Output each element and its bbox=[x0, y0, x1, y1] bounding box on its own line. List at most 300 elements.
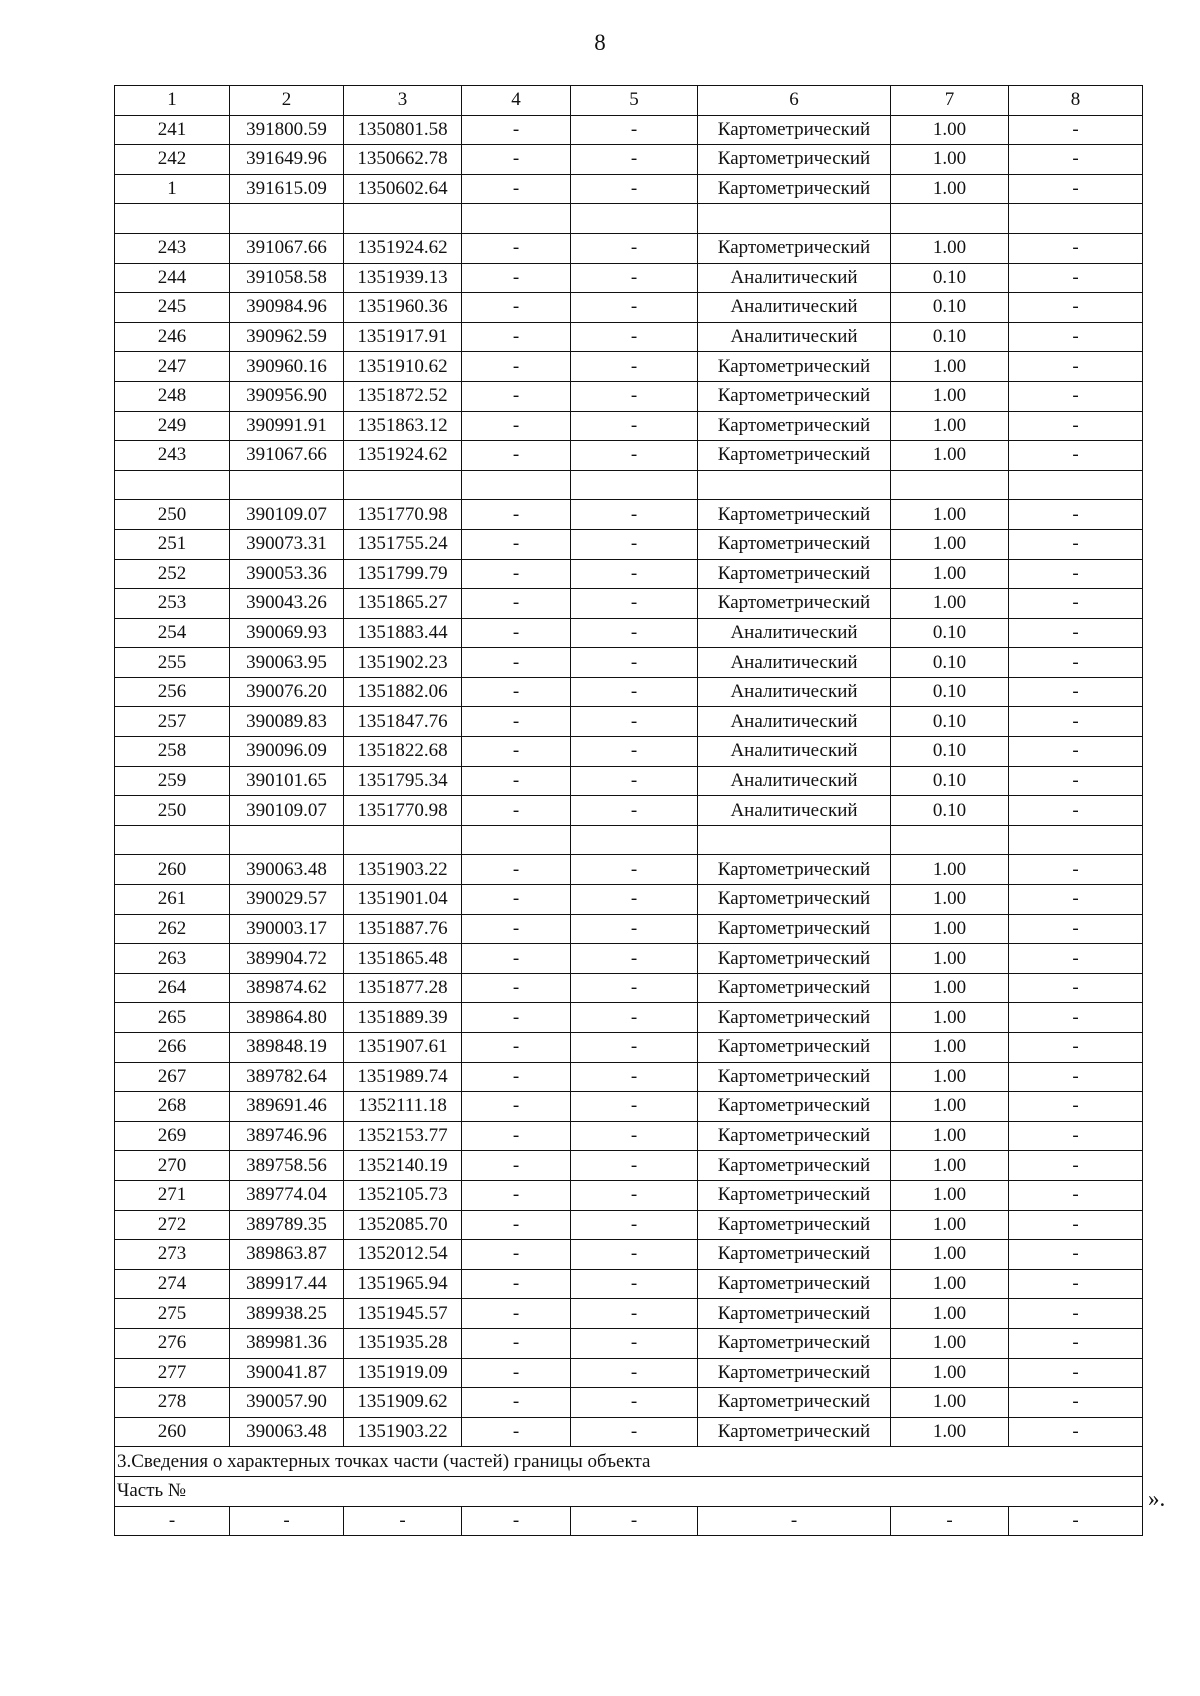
table-cell bbox=[698, 825, 891, 855]
table-row bbox=[115, 293, 1143, 323]
table-cell: - bbox=[462, 973, 571, 1003]
table-cell: 1.00 bbox=[891, 973, 1009, 1003]
table-cell: Аналитический bbox=[698, 648, 891, 678]
table-cell: 264 bbox=[115, 973, 230, 1003]
table-cell: 266 bbox=[115, 1033, 230, 1063]
table-cell: 274 bbox=[115, 1269, 230, 1299]
table-cell: 1.00 bbox=[891, 441, 1009, 471]
table-cell: - bbox=[571, 1417, 698, 1447]
table-cell: - bbox=[462, 944, 571, 974]
table-row bbox=[115, 1358, 1143, 1388]
table-cell: 1.00 bbox=[891, 944, 1009, 974]
table-cell: - bbox=[462, 1003, 571, 1033]
table-cell: 389981.36 bbox=[230, 1328, 344, 1358]
table-cell: - bbox=[344, 1506, 462, 1536]
table-cell: - bbox=[462, 263, 571, 293]
table-cell: 1351755.24 bbox=[344, 529, 462, 559]
table-cell: 390043.26 bbox=[230, 589, 344, 619]
table-cell: 1351822.68 bbox=[344, 737, 462, 767]
table-cell: 268 bbox=[115, 1092, 230, 1122]
table-cell: - bbox=[1009, 441, 1143, 471]
table-cell: - bbox=[571, 1033, 698, 1063]
table-cell: Аналитический bbox=[698, 293, 891, 323]
table-cell: Картометрический bbox=[698, 500, 891, 530]
table-cell: 389691.46 bbox=[230, 1092, 344, 1122]
table-cell: 1351902.23 bbox=[344, 648, 462, 678]
table-cell: 1351863.12 bbox=[344, 411, 462, 441]
table-cell: 390956.90 bbox=[230, 381, 344, 411]
table-cell: 391800.59 bbox=[230, 115, 344, 145]
table-row bbox=[115, 677, 1143, 707]
table-cell: 390063.48 bbox=[230, 855, 344, 885]
table-cell: 390991.91 bbox=[230, 411, 344, 441]
table-cell: - bbox=[571, 589, 698, 619]
table-cell: Аналитический bbox=[698, 322, 891, 352]
table-row bbox=[115, 352, 1143, 382]
table-cell: 0.10 bbox=[891, 293, 1009, 323]
table-cell: - bbox=[571, 1328, 698, 1358]
table-cell: 389774.04 bbox=[230, 1180, 344, 1210]
table-cell: Картометрический bbox=[698, 1210, 891, 1240]
table-cell: - bbox=[462, 1121, 571, 1151]
table-cell: - bbox=[462, 855, 571, 885]
table-cell: - bbox=[1009, 1003, 1143, 1033]
table-cell: 1350602.64 bbox=[344, 174, 462, 204]
table-cell: - bbox=[1009, 648, 1143, 678]
table-cell: 391058.58 bbox=[230, 263, 344, 293]
table-cell: 265 bbox=[115, 1003, 230, 1033]
table-cell: Картометрический bbox=[698, 233, 891, 263]
table-cell bbox=[462, 204, 571, 234]
table-cell: 1351903.22 bbox=[344, 855, 462, 885]
table-cell: 250 bbox=[115, 500, 230, 530]
table-cell: 1351965.94 bbox=[344, 1269, 462, 1299]
table-cell: - bbox=[230, 1506, 344, 1536]
table-cell: 270 bbox=[115, 1151, 230, 1181]
table-cell bbox=[115, 825, 230, 855]
table-cell: Картометрический bbox=[698, 145, 891, 175]
table-cell: 390984.96 bbox=[230, 293, 344, 323]
table-cell: 0.10 bbox=[891, 796, 1009, 826]
table-cell: Картометрический bbox=[698, 1269, 891, 1299]
table-row bbox=[115, 1092, 1143, 1122]
table-cell: 0.10 bbox=[891, 263, 1009, 293]
table-cell: Картометрический bbox=[698, 1121, 891, 1151]
table-cell: Картометрический bbox=[698, 1358, 891, 1388]
table-cell: - bbox=[571, 855, 698, 885]
table-cell: Аналитический bbox=[698, 618, 891, 648]
table-cell: - bbox=[1009, 885, 1143, 915]
table-cell: - bbox=[1009, 322, 1143, 352]
table-cell: - bbox=[462, 1033, 571, 1063]
table-cell: 390089.83 bbox=[230, 707, 344, 737]
table-cell: - bbox=[571, 1151, 698, 1181]
table-cell: - bbox=[462, 589, 571, 619]
table-cell: 389746.96 bbox=[230, 1121, 344, 1151]
table-cell: 1351889.39 bbox=[344, 1003, 462, 1033]
table-cell: - bbox=[462, 441, 571, 471]
table-cell: - bbox=[571, 529, 698, 559]
table-cell: 1.00 bbox=[891, 1003, 1009, 1033]
table-cell: 3 bbox=[344, 86, 462, 116]
table-row bbox=[115, 1328, 1143, 1358]
table-cell: 254 bbox=[115, 618, 230, 648]
table-cell: - bbox=[571, 115, 698, 145]
table-cell: 1.00 bbox=[891, 1417, 1009, 1447]
table-cell: 1352105.73 bbox=[344, 1180, 462, 1210]
table-cell: - bbox=[1009, 707, 1143, 737]
table-cell: 256 bbox=[115, 677, 230, 707]
table-cell: Картометрический bbox=[698, 115, 891, 145]
table-cell: - bbox=[1009, 1033, 1143, 1063]
table-cell: 390962.59 bbox=[230, 322, 344, 352]
table-cell: - bbox=[1009, 559, 1143, 589]
table-cell: 1351901.04 bbox=[344, 885, 462, 915]
table-cell bbox=[571, 470, 698, 500]
table-cell: 390029.57 bbox=[230, 885, 344, 915]
table-cell: - bbox=[462, 529, 571, 559]
table-cell: 0.10 bbox=[891, 618, 1009, 648]
table-cell: 1351883.44 bbox=[344, 618, 462, 648]
table-cell: 1.00 bbox=[891, 1033, 1009, 1063]
table-cell: 1 bbox=[115, 174, 230, 204]
table-cell: - bbox=[571, 914, 698, 944]
table-cell: - bbox=[571, 796, 698, 826]
table-cell: Аналитический bbox=[698, 263, 891, 293]
table-cell: - bbox=[462, 1299, 571, 1329]
table-cell: 243 bbox=[115, 441, 230, 471]
table-cell: 389938.25 bbox=[230, 1299, 344, 1329]
table-cell: Картометрический bbox=[698, 1388, 891, 1418]
table-cell: - bbox=[1009, 115, 1143, 145]
table-cell: 251 bbox=[115, 529, 230, 559]
table-row bbox=[115, 855, 1143, 885]
table-cell: - bbox=[1009, 1240, 1143, 1270]
table-cell: 390076.20 bbox=[230, 677, 344, 707]
table-cell: 1.00 bbox=[891, 529, 1009, 559]
table-cell: - bbox=[571, 944, 698, 974]
table-cell: 1.00 bbox=[891, 855, 1009, 885]
table-cell: Картометрический bbox=[698, 589, 891, 619]
table-cell: 389864.80 bbox=[230, 1003, 344, 1033]
table-cell bbox=[1009, 825, 1143, 855]
table-cell: - bbox=[1009, 1121, 1143, 1151]
table-cell: 278 bbox=[115, 1388, 230, 1418]
table-cell bbox=[891, 204, 1009, 234]
table-cell: - bbox=[571, 1062, 698, 1092]
table-cell: 389758.56 bbox=[230, 1151, 344, 1181]
table-cell: 242 bbox=[115, 145, 230, 175]
table-cell bbox=[344, 470, 462, 500]
table-cell: - bbox=[571, 648, 698, 678]
table-row bbox=[115, 174, 1143, 204]
table-cell: 1.00 bbox=[891, 1092, 1009, 1122]
table-cell: - bbox=[462, 1092, 571, 1122]
table-cell bbox=[230, 825, 344, 855]
table-cell bbox=[1009, 470, 1143, 500]
table-cell: 390960.16 bbox=[230, 352, 344, 382]
table-cell: - bbox=[571, 1240, 698, 1270]
table-cell: - bbox=[1009, 500, 1143, 530]
table-cell: 241 bbox=[115, 115, 230, 145]
table-cell: - bbox=[1009, 1328, 1143, 1358]
table-row bbox=[115, 737, 1143, 767]
table-cell: - bbox=[462, 293, 571, 323]
section-title-row bbox=[115, 1447, 1143, 1477]
table-cell: 8 bbox=[1009, 86, 1143, 116]
table-cell: - bbox=[571, 411, 698, 441]
table-cell: - bbox=[571, 1299, 698, 1329]
table-cell: - bbox=[1009, 1151, 1143, 1181]
table-cell: - bbox=[462, 885, 571, 915]
table-cell: 1.00 bbox=[891, 500, 1009, 530]
table-cell bbox=[462, 470, 571, 500]
table-cell: - bbox=[462, 1506, 571, 1536]
table-row bbox=[115, 559, 1143, 589]
table-cell: 390063.95 bbox=[230, 648, 344, 678]
table-cell: Картометрический bbox=[698, 352, 891, 382]
table-cell: Картометрический bbox=[698, 885, 891, 915]
table-cell: - bbox=[571, 885, 698, 915]
table-cell: - bbox=[571, 1180, 698, 1210]
table-cell: 262 bbox=[115, 914, 230, 944]
table-cell: 1351799.79 bbox=[344, 559, 462, 589]
table-cell: - bbox=[1009, 145, 1143, 175]
table-cell: 252 bbox=[115, 559, 230, 589]
table-cell: 390101.65 bbox=[230, 766, 344, 796]
table-cell: Картометрический bbox=[698, 529, 891, 559]
table-cell: - bbox=[462, 233, 571, 263]
table-cell: - bbox=[462, 115, 571, 145]
table-cell: - bbox=[462, 1062, 571, 1092]
table-cell: 1.00 bbox=[891, 145, 1009, 175]
table-cell: - bbox=[571, 1003, 698, 1033]
table-row bbox=[115, 796, 1143, 826]
table-cell: 1351887.76 bbox=[344, 914, 462, 944]
spacer-row bbox=[115, 470, 1143, 500]
table-cell: - bbox=[571, 766, 698, 796]
table-cell: 1 bbox=[115, 86, 230, 116]
table-cell: - bbox=[571, 1092, 698, 1122]
table-cell: Аналитический bbox=[698, 677, 891, 707]
table-cell: 1351872.52 bbox=[344, 381, 462, 411]
table-cell: Аналитический bbox=[698, 737, 891, 767]
table-cell: 1.00 bbox=[891, 1062, 1009, 1092]
table-cell: - bbox=[571, 381, 698, 411]
table-cell: 1.00 bbox=[891, 914, 1009, 944]
table-cell: - bbox=[1009, 1210, 1143, 1240]
table-row bbox=[115, 944, 1143, 974]
table-cell: 391067.66 bbox=[230, 441, 344, 471]
table-cell: 1352111.18 bbox=[344, 1092, 462, 1122]
table-cell: Картометрический bbox=[698, 1003, 891, 1033]
table-cell: - bbox=[462, 766, 571, 796]
table-cell bbox=[891, 470, 1009, 500]
table-cell: 1352012.54 bbox=[344, 1240, 462, 1270]
table-cell: 1.00 bbox=[891, 1210, 1009, 1240]
table-cell: - bbox=[1009, 1417, 1143, 1447]
table-cell: 1351917.91 bbox=[344, 322, 462, 352]
table-cell: 389874.62 bbox=[230, 973, 344, 1003]
table-cell: 269 bbox=[115, 1121, 230, 1151]
table-cell: 1.00 bbox=[891, 1121, 1009, 1151]
table-cell: - bbox=[462, 1180, 571, 1210]
table-cell: - bbox=[1009, 1180, 1143, 1210]
table-row bbox=[115, 1003, 1143, 1033]
table-cell: 0.10 bbox=[891, 322, 1009, 352]
table-cell: - bbox=[462, 1269, 571, 1299]
table-cell: - bbox=[1009, 618, 1143, 648]
table-row bbox=[115, 381, 1143, 411]
table-cell: - bbox=[1009, 737, 1143, 767]
table-cell: 258 bbox=[115, 737, 230, 767]
table-row bbox=[115, 441, 1143, 471]
table-cell: 1351919.09 bbox=[344, 1358, 462, 1388]
table-cell: 244 bbox=[115, 263, 230, 293]
table-row bbox=[115, 618, 1143, 648]
table-row bbox=[115, 145, 1143, 175]
table-cell: 259 bbox=[115, 766, 230, 796]
spacer-row bbox=[115, 825, 1143, 855]
table-cell: - bbox=[571, 1506, 698, 1536]
table-cell: - bbox=[462, 322, 571, 352]
table-cell: Аналитический bbox=[698, 766, 891, 796]
table-row bbox=[115, 914, 1143, 944]
coordinates-table bbox=[114, 85, 1143, 1536]
part-label-row-text: Часть № bbox=[115, 1476, 1143, 1506]
table-cell: - bbox=[571, 1210, 698, 1240]
table-cell: - bbox=[1009, 914, 1143, 944]
table-row bbox=[115, 1417, 1143, 1447]
page-number: 8 bbox=[594, 30, 606, 55]
closing-quote-mark: ». bbox=[1148, 1486, 1166, 1511]
table-cell: - bbox=[115, 1506, 230, 1536]
table-cell: 1.00 bbox=[891, 1151, 1009, 1181]
table-cell: 1351770.98 bbox=[344, 500, 462, 530]
table-cell bbox=[344, 204, 462, 234]
table-cell: 390109.07 bbox=[230, 796, 344, 826]
table-cell: - bbox=[1009, 973, 1143, 1003]
table-cell: Картометрический bbox=[698, 441, 891, 471]
table-cell: 389782.64 bbox=[230, 1062, 344, 1092]
table-row bbox=[115, 1388, 1143, 1418]
table-cell: 273 bbox=[115, 1240, 230, 1270]
table-cell bbox=[698, 204, 891, 234]
table-cell: - bbox=[1009, 944, 1143, 974]
table-cell: - bbox=[571, 174, 698, 204]
table-cell: - bbox=[462, 1358, 571, 1388]
table-cell: 260 bbox=[115, 855, 230, 885]
table-cell: - bbox=[1009, 174, 1143, 204]
table-cell bbox=[344, 825, 462, 855]
table-cell: 1351865.27 bbox=[344, 589, 462, 619]
table-cell: 390063.48 bbox=[230, 1417, 344, 1447]
table-row bbox=[115, 322, 1143, 352]
table-cell: - bbox=[571, 293, 698, 323]
table-cell: - bbox=[462, 381, 571, 411]
table-cell: 391649.96 bbox=[230, 145, 344, 175]
table-cell: Картометрический bbox=[698, 1417, 891, 1447]
table-cell: 276 bbox=[115, 1328, 230, 1358]
table-cell: - bbox=[462, 1151, 571, 1181]
table-row bbox=[115, 411, 1143, 441]
table-cell: Картометрический bbox=[698, 1180, 891, 1210]
table-cell: 261 bbox=[115, 885, 230, 915]
table-cell: - bbox=[571, 618, 698, 648]
table-cell: - bbox=[571, 559, 698, 589]
table-cell: Картометрический bbox=[698, 855, 891, 885]
table-cell: - bbox=[571, 145, 698, 175]
table-cell: Картометрический bbox=[698, 1328, 891, 1358]
table-cell: Картометрический bbox=[698, 559, 891, 589]
table-cell: 391067.66 bbox=[230, 233, 344, 263]
table-cell bbox=[891, 825, 1009, 855]
table-cell: - bbox=[462, 411, 571, 441]
table-cell: - bbox=[1009, 293, 1143, 323]
table-cell: - bbox=[462, 737, 571, 767]
table-cell: 1.00 bbox=[891, 115, 1009, 145]
table-cell: 1352153.77 bbox=[344, 1121, 462, 1151]
table-cell: - bbox=[462, 500, 571, 530]
table-cell: 1.00 bbox=[891, 589, 1009, 619]
table-cell: Картометрический bbox=[698, 973, 891, 1003]
table-cell: 263 bbox=[115, 944, 230, 974]
table-cell: 389917.44 bbox=[230, 1269, 344, 1299]
table-cell: Картометрический bbox=[698, 1299, 891, 1329]
table-cell: 257 bbox=[115, 707, 230, 737]
table-cell: 1.00 bbox=[891, 559, 1009, 589]
table-cell: 1350801.58 bbox=[344, 115, 462, 145]
table-cell: - bbox=[462, 145, 571, 175]
table-cell: 245 bbox=[115, 293, 230, 323]
table-cell: 1.00 bbox=[891, 1328, 1009, 1358]
table-row bbox=[115, 1121, 1143, 1151]
table-cell: 0.10 bbox=[891, 766, 1009, 796]
table-cell: - bbox=[1009, 263, 1143, 293]
table-cell: Картометрический bbox=[698, 1062, 891, 1092]
table-cell: 390041.87 bbox=[230, 1358, 344, 1388]
table-cell: - bbox=[571, 677, 698, 707]
table-cell: 1.00 bbox=[891, 411, 1009, 441]
table-row bbox=[115, 1180, 1143, 1210]
table-cell: 0.10 bbox=[891, 677, 1009, 707]
table-cell: 248 bbox=[115, 381, 230, 411]
table-cell: - bbox=[1009, 1092, 1143, 1122]
table-cell: - bbox=[571, 1358, 698, 1388]
table-cell: Картометрический bbox=[698, 381, 891, 411]
table-cell: - bbox=[1009, 529, 1143, 559]
table-cell: - bbox=[1009, 381, 1143, 411]
table-cell bbox=[1009, 204, 1143, 234]
table-row bbox=[115, 589, 1143, 619]
table-cell: 255 bbox=[115, 648, 230, 678]
table-cell: 1351960.36 bbox=[344, 293, 462, 323]
table-row bbox=[115, 529, 1143, 559]
table-cell: 1352140.19 bbox=[344, 1151, 462, 1181]
table-cell: 1351882.06 bbox=[344, 677, 462, 707]
table-cell: 390096.09 bbox=[230, 737, 344, 767]
table-cell: - bbox=[1009, 796, 1143, 826]
table-cell: 390073.31 bbox=[230, 529, 344, 559]
table-cell: 1351924.62 bbox=[344, 233, 462, 263]
table-cell: 390003.17 bbox=[230, 914, 344, 944]
table-cell bbox=[571, 204, 698, 234]
table-cell: - bbox=[1009, 855, 1143, 885]
table-cell: 271 bbox=[115, 1180, 230, 1210]
table-row bbox=[115, 233, 1143, 263]
table-cell: - bbox=[1009, 1506, 1143, 1536]
table-row bbox=[115, 648, 1143, 678]
